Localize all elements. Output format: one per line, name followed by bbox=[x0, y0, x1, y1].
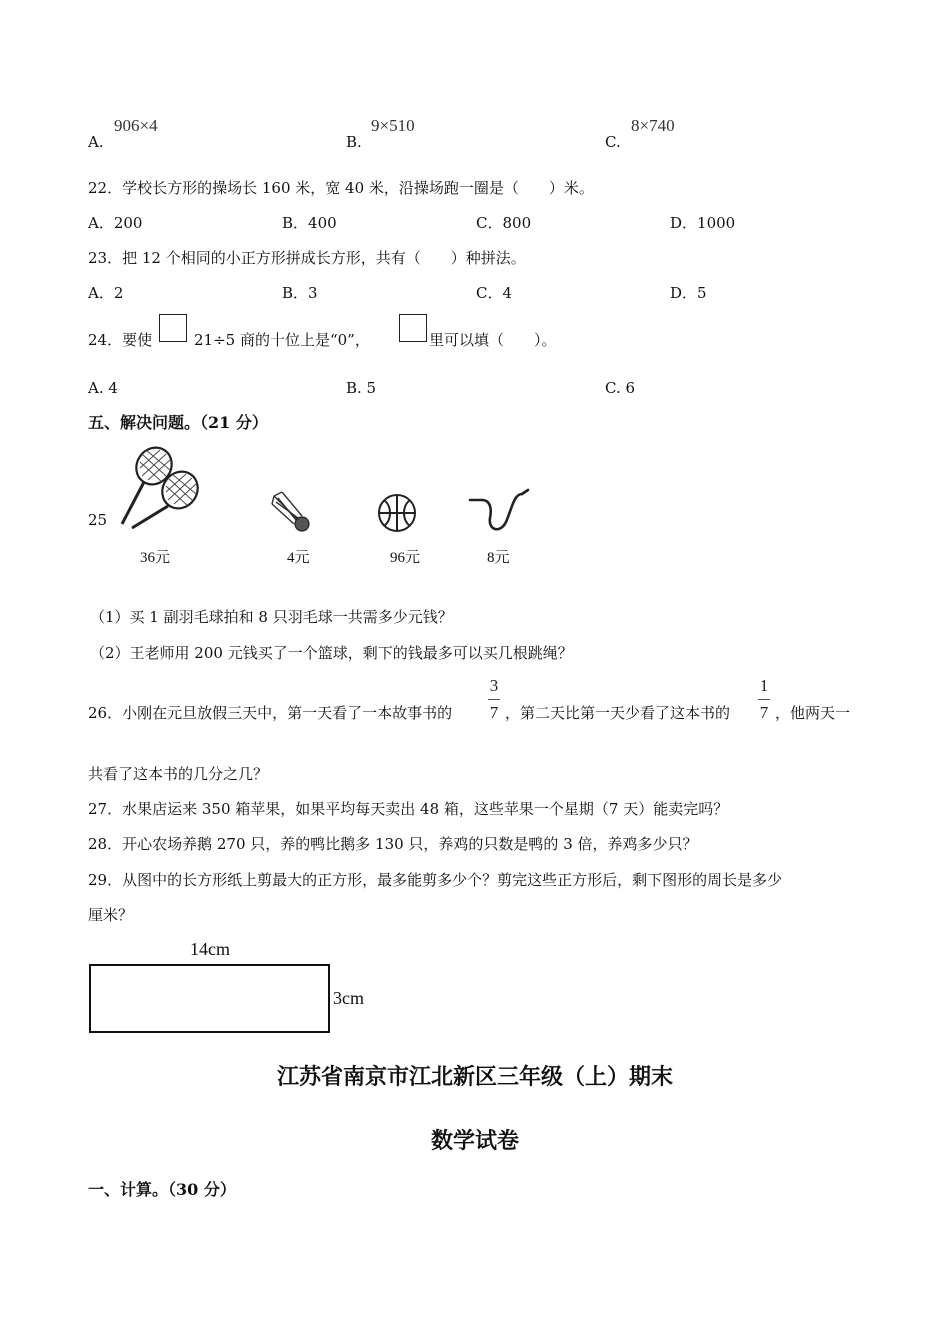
shuttlecock-icon bbox=[270, 490, 314, 534]
basketball-icon bbox=[376, 492, 418, 534]
price-basketball: 96元 bbox=[390, 550, 421, 566]
q29-length-label: 14cm bbox=[190, 939, 230, 959]
q26-line2: 共看了这本书的几分之几？ bbox=[88, 765, 269, 783]
section-5-heading: 五、解决问题。（21 分） bbox=[88, 413, 268, 432]
q26-frac1-numerator: 3 bbox=[489, 676, 499, 695]
q22-option-c: C．800 bbox=[476, 214, 532, 232]
q23-text: 23．把 12 个相同的小正方形拼成长方形，共有（ ）种拼法。 bbox=[88, 249, 526, 267]
q22-option-d: D．1000 bbox=[670, 214, 736, 232]
q21-option-a-label: A. bbox=[88, 133, 104, 151]
q29-line1: 29．从图中的长方形纸上剪最大的正方形，最多能剪多少个？剪完这些正方形后，剩下图形的周长是多少 bbox=[88, 871, 783, 889]
q29-line2: 厘米？ bbox=[88, 906, 134, 924]
q23-option-b: B．3 bbox=[282, 284, 318, 302]
fraction-bar bbox=[488, 699, 500, 700]
q26-frac1-denominator: 7 bbox=[489, 703, 499, 722]
q24-blank-box-2 bbox=[399, 314, 427, 342]
q25-number: 25 bbox=[88, 511, 108, 529]
q26-part1: 26．小刚在元旦放假三天中，第一天看了一本故事书的 bbox=[88, 704, 453, 722]
q24-option-c: C. 6 bbox=[605, 379, 636, 397]
q28-text: 28．开心农场养鹅 270 只，养的鸭比鹅多 130 只，养鸡的只数是鸭的 3 倍，养鸡多少只？ bbox=[88, 835, 698, 853]
q25-sub1: （1）买 1 副羽毛球拍和 8 只羽毛球一共需多少元钱？ bbox=[90, 608, 453, 626]
q24-blank-box-1 bbox=[159, 314, 187, 342]
exam-title: 江苏省南京市江北新区三年级（上）期末 bbox=[276, 1065, 673, 1090]
q22-option-a: A．200 bbox=[88, 214, 143, 232]
q29-width-label: 3cm bbox=[333, 988, 364, 1008]
q23-option-c: C．4 bbox=[476, 284, 513, 302]
q25-sub2: （2）王老师用 200 元钱买了一个篮球，剩下的钱最多可以买几根跳绳？ bbox=[90, 644, 573, 662]
q26-part3: ，他两天一 bbox=[775, 704, 851, 722]
q24-middle: 21÷5 商的十位上是“0”， bbox=[194, 331, 370, 349]
price-shuttlecock: 4元 bbox=[287, 550, 310, 566]
q21-option-c-expr: 8×740 bbox=[631, 116, 675, 135]
fraction-bar bbox=[758, 699, 770, 700]
q23-option-d: D．5 bbox=[670, 284, 707, 302]
jump-rope-icon bbox=[466, 486, 532, 536]
q24-option-a: A. 4 bbox=[88, 379, 118, 397]
q26-frac2-denominator: 7 bbox=[759, 703, 769, 722]
q22-option-b: B．400 bbox=[282, 214, 337, 232]
badminton-racket-icon bbox=[116, 444, 208, 532]
q24-suffix: 里可以填（ ）。 bbox=[429, 331, 557, 349]
section-1-heading: 一、计算。（30 分） bbox=[88, 1180, 236, 1199]
price-jump-rope: 8元 bbox=[487, 550, 510, 566]
q26-fraction-2 bbox=[755, 676, 773, 723]
q21-option-c-label: C. bbox=[605, 133, 621, 151]
q22-text: 22．学校长方形的操场长 160 米，宽 40 米，沿操场跑一圈是（ ）米。 bbox=[88, 179, 594, 197]
price-racket: 36元 bbox=[140, 550, 171, 566]
q21-option-b-expr: 9×510 bbox=[371, 116, 415, 135]
q27-text: 27．水果店运来 350 箱苹果，如果平均每天卖出 48 箱，这些苹果一个星期（7 天）能卖完吗？ bbox=[88, 800, 729, 818]
q24-option-b: B. 5 bbox=[346, 379, 377, 397]
q26-frac2-numerator: 1 bbox=[759, 676, 769, 695]
q23-option-a: A．2 bbox=[88, 284, 124, 302]
q26-part2: ，第二天比第一天少看了这本书的 bbox=[505, 704, 731, 722]
q24-prefix: 24．要使 bbox=[88, 331, 153, 349]
q26-fraction-1 bbox=[485, 676, 503, 723]
q21-option-b-label: B. bbox=[346, 133, 362, 151]
q29-rectangle bbox=[89, 964, 330, 1033]
q21-option-a-expr: 906×4 bbox=[114, 116, 158, 135]
exam-subtitle: 数学试卷 bbox=[430, 1129, 519, 1154]
